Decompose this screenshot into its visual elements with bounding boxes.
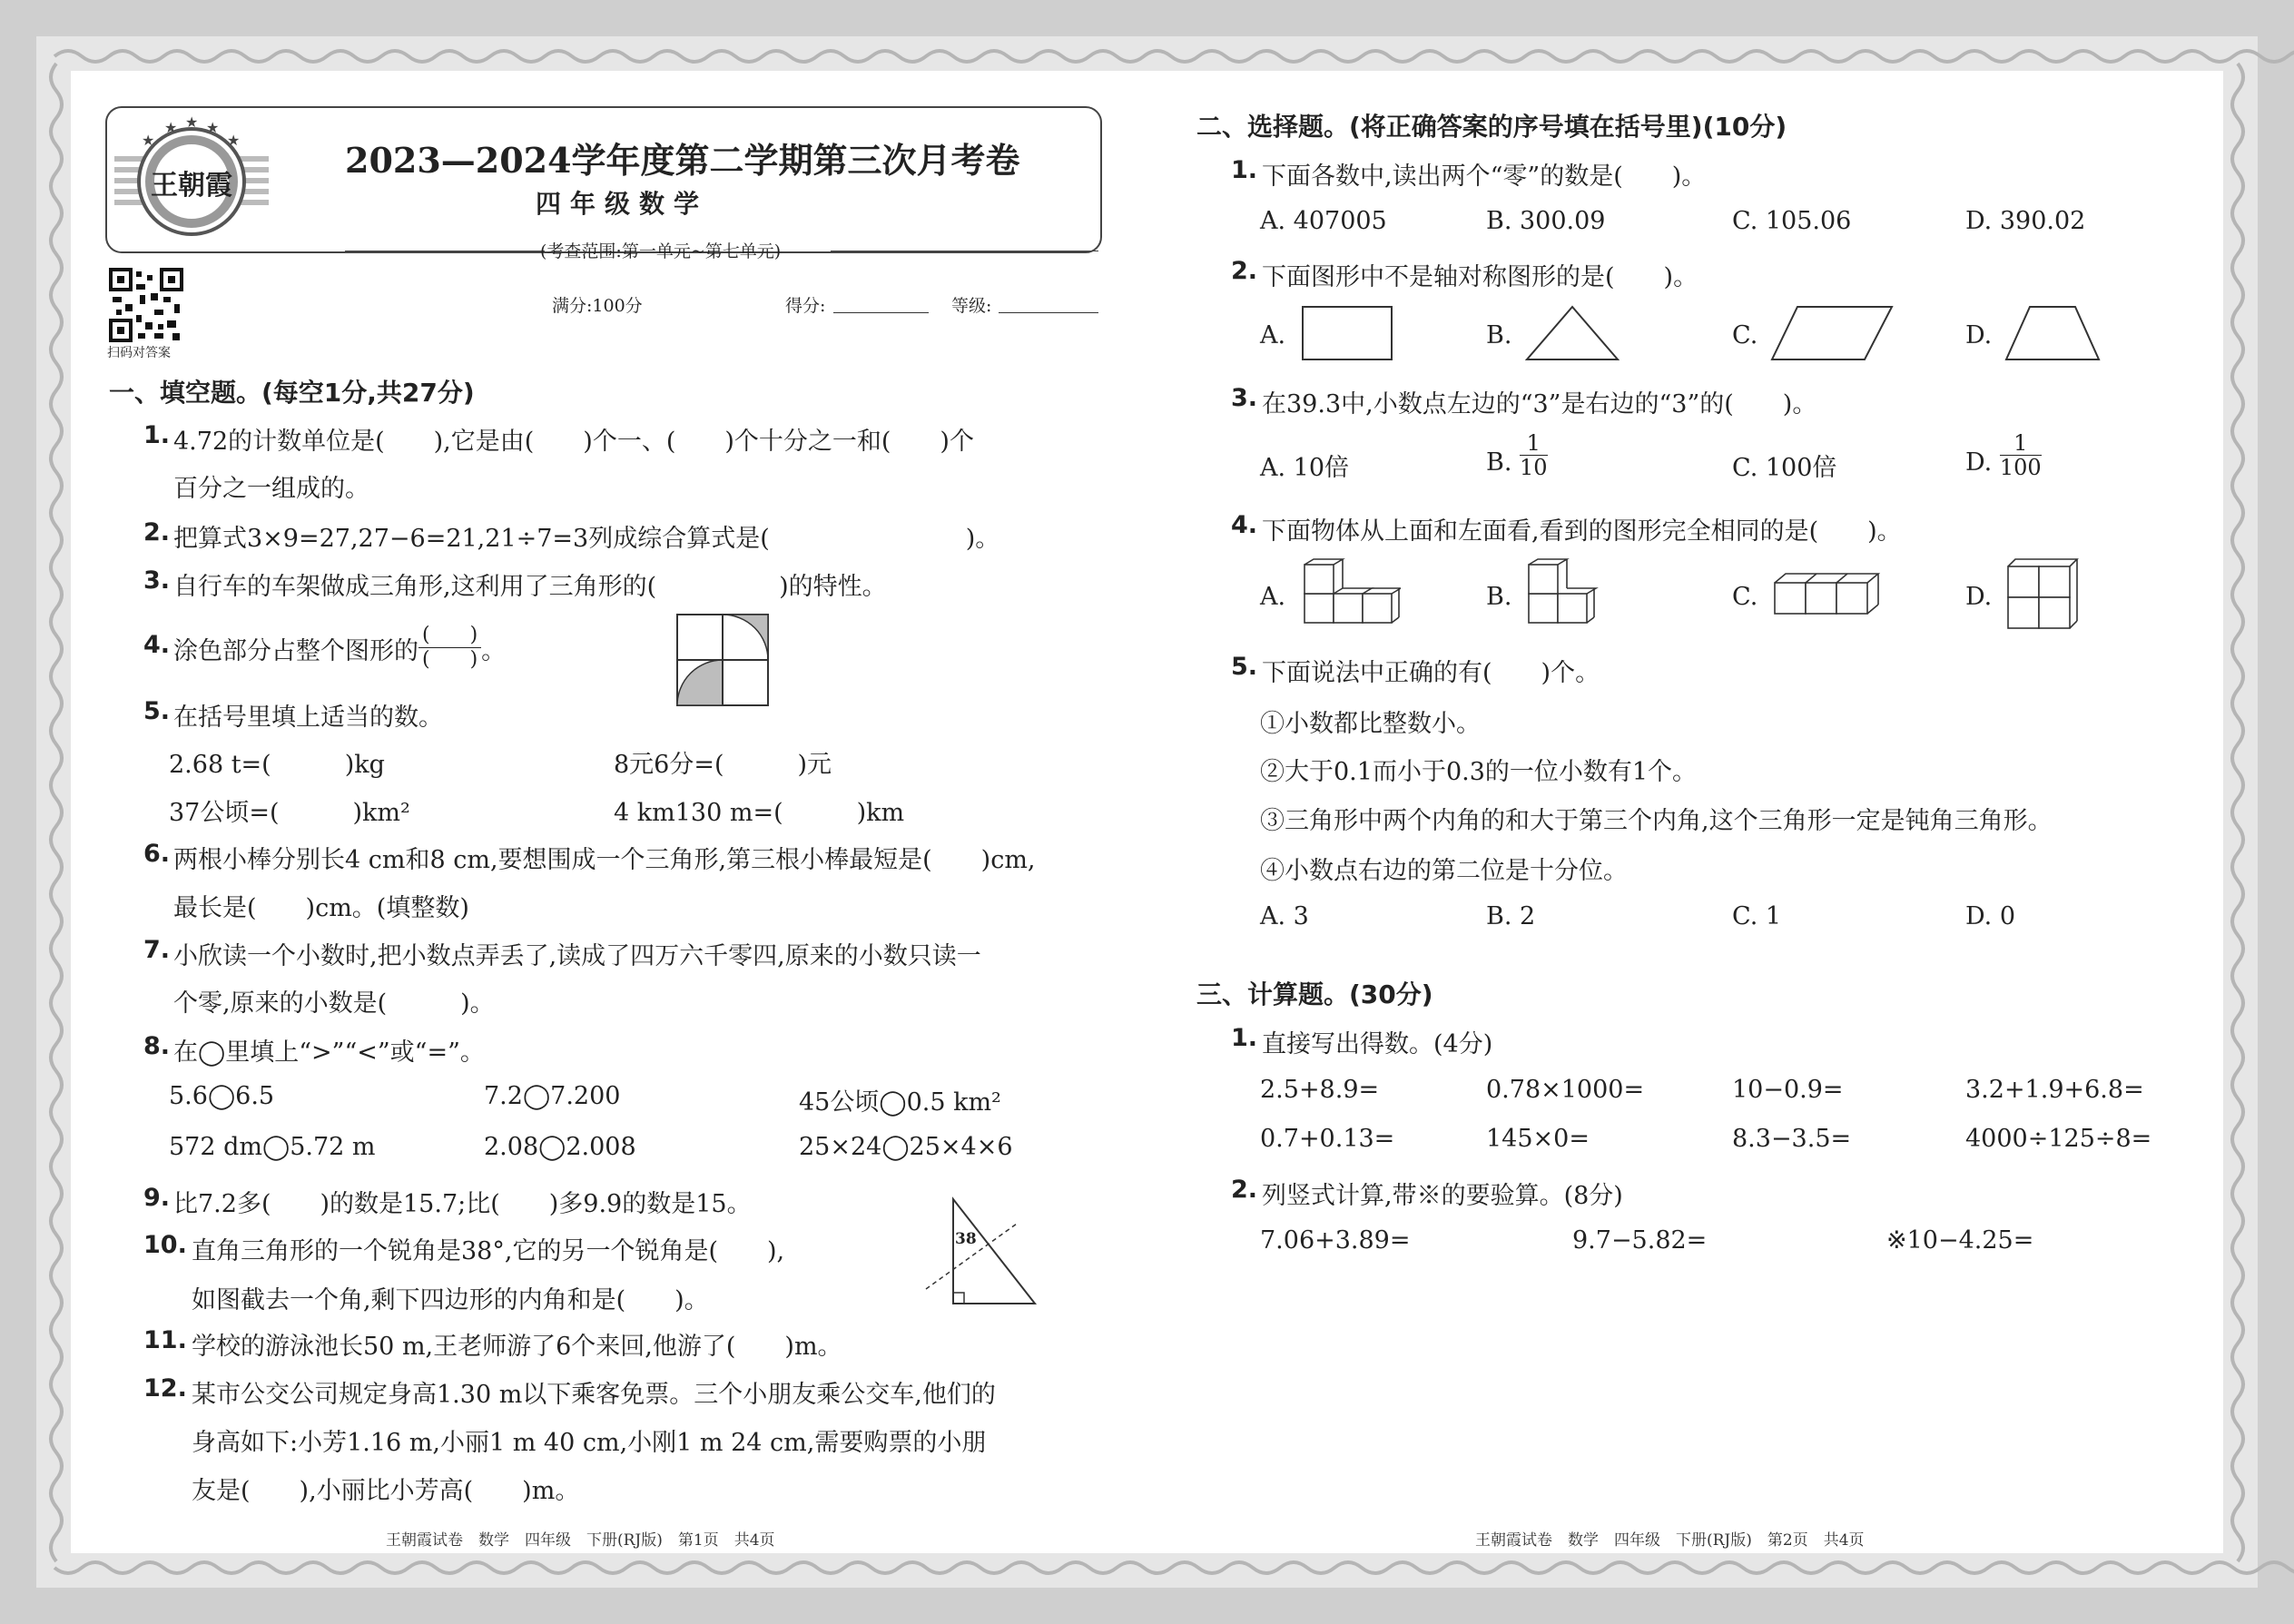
q2-4-option-d[interactable]: D. — [1965, 583, 1993, 611]
q1-10-line1: 直角三角形的一个锐角是38°,它的另一个锐角是( ), — [192, 1237, 785, 1265]
footer-left: 王朝霞试卷 数学 四年级 下册(RJ版) 第1页 共4页 — [386, 1531, 775, 1550]
angle-label: 38 — [955, 1230, 977, 1248]
full-score: 满分:100分 — [552, 296, 643, 316]
publisher-logo — [114, 111, 269, 247]
trapezoid-shape — [2004, 305, 2101, 361]
q1-5-d: 4 km130 m=( )km — [614, 799, 905, 827]
vertical-calc-item: 7.06+3.89= — [1260, 1226, 1411, 1255]
q1-3-text: 自行车的车架做成三角形,这利用了三角形的( )的特性。 — [173, 573, 887, 601]
q2-5-statement: ③三角形中两个内角的和大于第三个内角,这个三角形一定是钝角三角形。 — [1260, 807, 2053, 835]
q1-8-number: 8. — [143, 1032, 171, 1060]
q1-4-frac-num: ( ) — [418, 624, 481, 648]
q2-5-statement: ①小数都比整数小。 — [1260, 710, 1481, 738]
svg-text:★: ★ — [164, 119, 178, 136]
q1-6-line1: 两根小棒分别长4 cm和8 cm,要想围成一个三角形,第三根小棒最短是( )cm, — [173, 846, 1036, 874]
cube-figure-a — [1301, 557, 1401, 630]
q1-8-item: 2.08◯2.008 — [484, 1133, 636, 1161]
q2-2-number: 2. — [1231, 257, 1258, 285]
q1-1-line1: 4.72的计数单位是( ),它是由( )个一、( )个十分之一和( )个 — [173, 428, 974, 456]
score-field[interactable] — [833, 312, 929, 313]
q2-4-text: 下面物体从上面和左面看,看到的图形完全相同的是( )。 — [1262, 517, 1902, 546]
q1-4-number: 4. — [143, 631, 171, 659]
calc-item: 2.5+8.9= — [1260, 1076, 1380, 1104]
q2-3-option-b-fraction — [1520, 431, 1548, 479]
frac-den: 100 — [1999, 455, 2042, 480]
q1-4-fraction — [418, 624, 481, 672]
calc-item: 145×0= — [1486, 1125, 1590, 1153]
q1-8-text: 在◯里填上“>”“<”或“=”。 — [173, 1038, 485, 1067]
qr-code-icon[interactable] — [109, 268, 183, 342]
q1-1-line2: 百分之一组成的。 — [173, 475, 369, 503]
section2-title: 二、选择题。(将正确答案的序号填在括号里)(10分) — [1196, 112, 1787, 142]
section3-title: 三、计算题。(30分) — [1196, 979, 1433, 1009]
grade-field[interactable] — [999, 312, 1098, 313]
frac-den: 10 — [1520, 455, 1548, 480]
q2-1-number: 1. — [1231, 156, 1258, 184]
calc-item: 10−0.9= — [1732, 1076, 1844, 1104]
q1-7-number: 7. — [143, 936, 171, 964]
q2-3-option-d-label: D. — [1965, 448, 1993, 477]
q1-8-item: 45公顷◯0.5 km² — [799, 1088, 1001, 1117]
q2-4-option-b[interactable]: B. — [1486, 583, 1512, 611]
q2-5-option[interactable]: C. 1 — [1732, 902, 1782, 930]
svg-text:★: ★ — [185, 113, 199, 131]
q1-12-number: 12. — [143, 1374, 187, 1403]
q2-5-option[interactable]: A. 3 — [1260, 902, 1309, 930]
q2-3-option-b-label: B. — [1486, 448, 1512, 477]
exam-title: 2023—2024学年度第二学期第三次月考卷 — [345, 140, 1020, 181]
q2-1-option[interactable]: B. 300.09 — [1486, 207, 1606, 235]
q2-5-statement: ②大于0.1而小于0.3的一位小数有1个。 — [1260, 758, 1698, 786]
q1-8-item: 7.2◯7.200 — [484, 1082, 621, 1110]
score-label: 得分: — [785, 296, 826, 316]
svg-text:★: ★ — [227, 132, 241, 149]
q1-4-frac-den: ( ) — [422, 648, 478, 671]
right-triangle-figure — [919, 1196, 1039, 1310]
q1-7-line1: 小欣读一个小数时,把小数点弄丢了,读成了四万六千零四,原来的小数只读一 — [173, 942, 981, 970]
q1-5-b: 8元6分=( )元 — [614, 751, 832, 779]
q1-10-number: 10. — [143, 1231, 187, 1259]
q1-2-number: 2. — [143, 518, 171, 546]
q1-5-c: 37公顷=( )km² — [169, 799, 410, 827]
grade-label: 等级: — [951, 296, 992, 316]
exam-subtitle: 四年级数学 — [536, 189, 709, 219]
triangle-shape — [1525, 305, 1620, 361]
q2-2-text: 下面图形中不是轴对称图形的是( )。 — [1262, 263, 1698, 291]
q1-11-number: 11. — [143, 1326, 187, 1354]
q2-5-number: 5. — [1231, 653, 1258, 681]
q1-9-text: 比7.2多( )的数是15.7;比( )多9.9的数是15。 — [173, 1190, 752, 1218]
vertical-calc-item: ※10−4.25= — [1886, 1226, 2034, 1255]
logo-text: 王朝霞 — [151, 170, 232, 202]
q1-12-line2: 身高如下:小芳1.16 m,小丽1 m 40 cm,小刚1 m 24 cm,需要购票的小朋 — [192, 1429, 987, 1457]
q1-7-line2: 个零,原来的小数是( )。 — [173, 989, 495, 1018]
q2-4-option-c[interactable]: C. — [1732, 583, 1758, 611]
q3-1-text: 直接写出得数。(4分) — [1262, 1030, 1493, 1058]
calc-item: 0.7+0.13= — [1260, 1125, 1395, 1153]
q1-4-label: 涂色部分占整个图形的 — [173, 637, 418, 665]
section1-title: 一、填空题。(每空1分,共27分) — [109, 378, 475, 408]
calc-item: 4000÷125÷8= — [1965, 1125, 2152, 1153]
calc-item: 0.78×1000= — [1486, 1076, 1645, 1104]
q2-3-number: 3. — [1231, 384, 1258, 412]
svg-text:★: ★ — [142, 132, 155, 149]
q2-2-option-b[interactable]: B. — [1486, 321, 1512, 349]
q2-5-option[interactable]: D. 0 — [1965, 902, 2016, 930]
frac-num: 1 — [2000, 431, 2042, 456]
q2-5-option[interactable]: B. 2 — [1486, 902, 1536, 930]
q2-3-option-d[interactable] — [1965, 430, 2042, 480]
q2-3-option-b[interactable] — [1486, 430, 1548, 480]
q2-5-text: 下面说法中正确的有( )个。 — [1262, 659, 1600, 687]
q2-3-option-d-fraction — [2000, 431, 2042, 479]
q3-2-text: 列竖式计算,带※的要验算。(8分) — [1262, 1182, 1623, 1210]
q2-1-option[interactable]: D. 390.02 — [1965, 207, 2086, 235]
cube-figure-b — [1525, 557, 1616, 630]
q1-12-line3: 友是( ),小丽比小芳高( )m。 — [192, 1477, 580, 1505]
footer-right: 王朝霞试卷 数学 四年级 下册(RJ版) 第2页 共4页 — [1475, 1531, 1865, 1550]
cube-figure-d — [2004, 557, 2081, 630]
q1-3-number: 3. — [143, 566, 171, 595]
q2-3-option-a[interactable]: A. 10倍 — [1260, 454, 1350, 482]
rectangle-shape — [1301, 305, 1393, 361]
q1-2-text: 把算式3×9=27,27−6=21,21÷7=3列成综合算式是( )。 — [173, 525, 1000, 553]
parallelogram-shape — [1770, 305, 1894, 361]
q2-4-option-a[interactable]: A. — [1260, 583, 1286, 611]
q1-6-line2: 最长是( )cm。(填整数) — [173, 894, 469, 922]
q1-8-item: 572 dm◯5.72 m — [169, 1133, 376, 1161]
q1-4-text — [173, 624, 507, 672]
q1-4-end: 。 — [481, 637, 507, 665]
q1-5-a: 2.68 t=( )kg — [169, 751, 385, 779]
q1-1-number: 1. — [143, 421, 171, 449]
q2-1-option[interactable]: A. 407005 — [1260, 207, 1387, 235]
q2-1-text: 下面各数中,读出两个“零”的数是( )。 — [1262, 162, 1707, 191]
q1-12-line1: 某市公交公司规定身高1.30 m以下乘客免票。三个小朋友乘公交车,他们的 — [192, 1381, 996, 1409]
q2-4-number: 4. — [1231, 511, 1258, 539]
qr-caption: 扫码对答案 — [107, 346, 171, 360]
q2-5-statement: ④小数点右边的第二位是十分位。 — [1260, 857, 1628, 885]
q1-11-text: 学校的游泳池长50 m,王老师游了6个来回,他游了( )m。 — [192, 1333, 842, 1361]
q1-10-line2: 如图截去一个角,剩下四边形的内角和是( )。 — [192, 1286, 709, 1314]
calc-item: 3.2+1.9+6.8= — [1965, 1076, 2144, 1104]
shaded-square-figure — [676, 614, 769, 706]
vertical-calc-item: 9.7−5.82= — [1572, 1226, 1708, 1255]
q1-5-number: 5. — [143, 697, 171, 725]
q1-6-number: 6. — [143, 840, 171, 868]
q1-8-item: 5.6◯6.5 — [169, 1082, 275, 1110]
q3-2-number: 2. — [1231, 1176, 1258, 1204]
q1-9-number: 9. — [143, 1184, 171, 1212]
q2-2-option-d[interactable]: D. — [1965, 321, 1993, 349]
q1-8-item: 25×24◯25×4×6 — [799, 1133, 1013, 1161]
q3-1-number: 1. — [1231, 1024, 1258, 1052]
q2-2-option-c[interactable]: C. — [1732, 321, 1758, 349]
calc-item: 8.3−3.5= — [1732, 1125, 1852, 1153]
q1-5-text: 在括号里填上适当的数。 — [173, 704, 443, 732]
cube-figure-c — [1773, 565, 1882, 619]
svg-text:★: ★ — [206, 119, 220, 136]
frac-num: 1 — [1520, 431, 1548, 456]
exam-scope: (考查范围:第一单元~第七单元) — [540, 241, 782, 261]
q2-1-option[interactable]: C. 105.06 — [1732, 207, 1852, 235]
q2-2-option-a[interactable]: A. — [1260, 321, 1286, 349]
q2-3-text: 在39.3中,小数点左边的“3”是右边的“3”的( )。 — [1262, 390, 1817, 418]
q2-3-option-c[interactable]: C. 100倍 — [1732, 454, 1837, 482]
